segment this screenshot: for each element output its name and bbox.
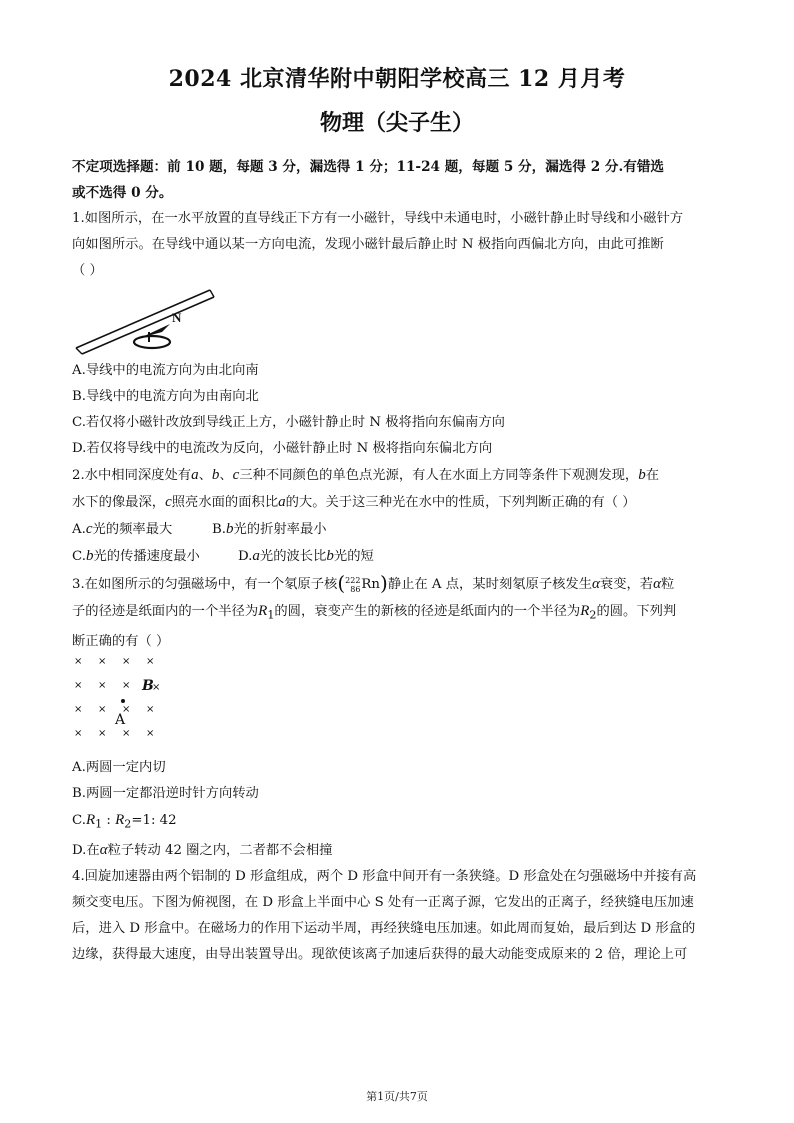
q2-option-c-text: 光的传播速度最小 bbox=[93, 549, 200, 564]
q2-stem-line-1 bbox=[72, 462, 722, 489]
alpha-symbol: α bbox=[99, 842, 108, 859]
compass-n-label: N bbox=[172, 310, 182, 325]
q1-option-b: B.导线中的电流方向为由南向北 bbox=[72, 389, 259, 404]
instructions-line-2: 或不选得 0 分。 bbox=[72, 185, 173, 201]
q4-stem-line-2: 频交变电压。下图为俯视图，在 D 形盒上半面中心 S 处有一正离子源，它发出的正离子，经狭缝电压加速 bbox=[72, 895, 694, 911]
compass-base bbox=[134, 336, 170, 348]
q1-stem-line-1: 1.如图所示，在一水平放置的直导线正下方有一小磁针，导线中未通电时，小磁针静止时导线和小磁针方 bbox=[72, 211, 684, 226]
q3-text: 的圆。下列判 bbox=[596, 604, 677, 619]
q2-option-d-text: 光的波长比 bbox=[259, 549, 327, 564]
q3-text: 的圆，衰变产生的新核的径迹是纸面内的一个半径为 bbox=[274, 604, 581, 619]
q3-option-b: B.两圆一定都沿逆时针方向转动 bbox=[72, 785, 259, 801]
q1-figure-wire-compass bbox=[72, 288, 722, 358]
q3-text: 衰变，若 bbox=[599, 577, 654, 592]
q3-option-a: A.两圆一定内切 bbox=[72, 759, 166, 775]
var-b: b bbox=[226, 521, 234, 537]
q3-text: 静止在 A 点，某时刻氡原子核发生 bbox=[387, 577, 593, 592]
q2-option-a: A. bbox=[72, 522, 86, 537]
q2-stem-line-2 bbox=[72, 489, 722, 516]
var-a: a bbox=[252, 548, 260, 564]
sep: 、 bbox=[198, 468, 212, 483]
q2-option-b-text: 光的折射率最小 bbox=[233, 522, 327, 537]
wire-line-2 bbox=[82, 297, 214, 354]
subscript-1: 1 bbox=[267, 608, 275, 622]
radius-symbol: R bbox=[258, 603, 268, 619]
q2-option-c: C. bbox=[72, 549, 86, 564]
field-b-label: B bbox=[142, 677, 154, 694]
q3-option-c-label: C. bbox=[72, 812, 86, 828]
point-a-label: A bbox=[115, 711, 126, 728]
q1-option-c: C.若仅将小磁针改放到导线正上方，小磁针静止时 N 极将指向东偏南方向 bbox=[72, 415, 505, 430]
field-cross-mark: × bbox=[122, 679, 131, 691]
q1-option-d: D.若仅将导线中的电流改为反向，小磁针静止时 N 极将指向东偏北方向 bbox=[72, 441, 493, 456]
q2-text: 在 bbox=[645, 468, 660, 483]
q2-text: 照亮水面的面积比 bbox=[171, 495, 279, 510]
exam-title: 2024 北京清华附中朝阳学校高三 12 月月考 bbox=[168, 66, 626, 92]
atomic-number: 86 bbox=[350, 584, 361, 594]
q2-options-row-1 bbox=[72, 516, 722, 543]
wire-compass-diagram bbox=[72, 288, 252, 358]
subscript-1: 1 bbox=[95, 817, 103, 831]
q3-option-d-label: D.在 bbox=[72, 843, 100, 859]
q2-option-d-text: 光的短 bbox=[333, 549, 374, 564]
q3-option-d-text: 粒子转动 42 圈之内，二者都不会相撞 bbox=[107, 843, 333, 859]
instructions-line-1: 不定项选择题：前 10 题，每题 3 分，漏选得 1 分；11-24 题，每题 5 分，漏选得 2 分.有错选 bbox=[72, 159, 665, 175]
q2-text: 的大。关于这三种光在水中的性质，下列判断正确的有（ ） bbox=[285, 495, 636, 510]
subscript-2: 2 bbox=[589, 608, 597, 622]
field-cross-mark: × bbox=[146, 727, 155, 739]
field-cross-mark: × bbox=[98, 655, 107, 667]
q3-text: 粒 bbox=[660, 577, 675, 592]
field-cross-mark: × bbox=[98, 727, 107, 739]
page-footer: 第1页/共7页 bbox=[366, 1090, 428, 1103]
var-c: c bbox=[165, 494, 172, 510]
q1-stem-line-2: 向如图所示。在导线中通以某一方向电流，发现小磁针最后静止时 N 极指向西偏北方向，由此可推断 bbox=[72, 237, 664, 252]
q2-option-a-text: 光的频率最大 bbox=[92, 522, 173, 537]
var-c: c bbox=[232, 467, 240, 483]
q3-stem-line-2 bbox=[72, 598, 722, 629]
subscript-2: 2 bbox=[124, 817, 132, 831]
field-cross-mark: × bbox=[122, 655, 131, 667]
q1-option-a: A.导线中的电流方向为由北向南 bbox=[72, 363, 259, 378]
mass-number: 222 bbox=[345, 575, 361, 585]
field-cross-mark: × bbox=[74, 727, 83, 739]
alpha-symbol: α bbox=[653, 576, 661, 592]
q3-stem-line-3: 断正确的有（ ） bbox=[72, 633, 170, 649]
wire-end-2 bbox=[210, 290, 214, 297]
field-cross-mark: × bbox=[122, 727, 131, 739]
q3-text: 子的径迹是纸面内的一个半径为 bbox=[72, 604, 259, 619]
nuclide-numbers bbox=[345, 576, 360, 594]
wire-end-1 bbox=[76, 348, 82, 354]
exam-content bbox=[72, 154, 722, 968]
wire-line-1 bbox=[76, 290, 210, 348]
q2-text: 三种不同颜色的单色点光源，有人在水面上方同等条件下观测发现， bbox=[239, 468, 639, 483]
sep: 、 bbox=[219, 468, 233, 483]
q3-option-c: $C.R_1$ : $R_2=1$: 42 bbox=[72, 811, 177, 831]
radius-symbol: R bbox=[580, 603, 590, 619]
q2-text: 2.水中相同深度处有 bbox=[72, 468, 192, 483]
q2-text: 水下的像最深， bbox=[72, 495, 166, 510]
q4-stem-line-4: 边缘，获得最大速度，由导出装置导出。现欲使该离子加速后获得的最大动能变成原来的 2 倍，理论上可 bbox=[72, 947, 688, 963]
var-b: b bbox=[211, 467, 220, 483]
radius-symbol: R bbox=[85, 811, 96, 828]
field-cross-mark: × bbox=[146, 655, 155, 667]
q2-options-row-2 bbox=[72, 543, 722, 570]
q3-figure-magnetic-field bbox=[72, 655, 722, 755]
q4-stem-line-3: 后，进入 D 形盒中。在磁场力的作用下运动半周，再经狭缝电压加速。如此周而复始，最后到达 D 形盒的 bbox=[72, 921, 696, 937]
field-cross-mark: × bbox=[146, 703, 155, 715]
field-cross-mark: × bbox=[74, 679, 83, 691]
field-cross-mark: × bbox=[98, 679, 107, 691]
field-cross-mark: × bbox=[122, 703, 131, 715]
point-a-dot bbox=[121, 699, 125, 703]
var-b: b bbox=[326, 548, 334, 564]
var-a: a bbox=[191, 467, 199, 483]
element-symbol: Rn bbox=[361, 577, 380, 592]
q3-option-c-ratio: =1: 42 bbox=[131, 812, 177, 828]
q2-option-b: B. bbox=[212, 522, 226, 537]
alpha-symbol: α bbox=[592, 576, 600, 592]
var-c: c bbox=[85, 521, 93, 537]
var-a: a bbox=[278, 494, 286, 510]
exam-subtitle: 物理（尖子生） bbox=[319, 110, 474, 136]
var-b: b bbox=[85, 548, 94, 564]
radius-symbol: R bbox=[115, 811, 125, 828]
field-cross-mark: × bbox=[98, 703, 107, 715]
q2-option-d: D. bbox=[238, 549, 253, 564]
field-cross-mark: × bbox=[152, 681, 161, 693]
var-b: b bbox=[638, 467, 646, 483]
q3-text: 3.在如图所示的匀强磁场中，有一个氡原子核 bbox=[72, 577, 338, 592]
q3-option-d bbox=[72, 837, 722, 864]
q1-stem-line-3: （ ） bbox=[72, 263, 103, 278]
magnetic-field-grid bbox=[72, 655, 192, 755]
q4-stem-line-1: 4.回旋加速器由两个铝制的 D 形盒组成，两个 D 形盒中间开有一条狭缝。D 形盒处在匀强磁场中并接有高 bbox=[72, 869, 697, 885]
field-cross-mark: × bbox=[74, 655, 83, 667]
field-cross-mark: × bbox=[74, 703, 83, 715]
q3-stem-line-1: 3.在如图所示的匀强磁场中，有一个氡原子核(222 86Rn)静止在 A 点，某时刻氡原子核发生α衰变，若α粒 bbox=[72, 571, 675, 595]
